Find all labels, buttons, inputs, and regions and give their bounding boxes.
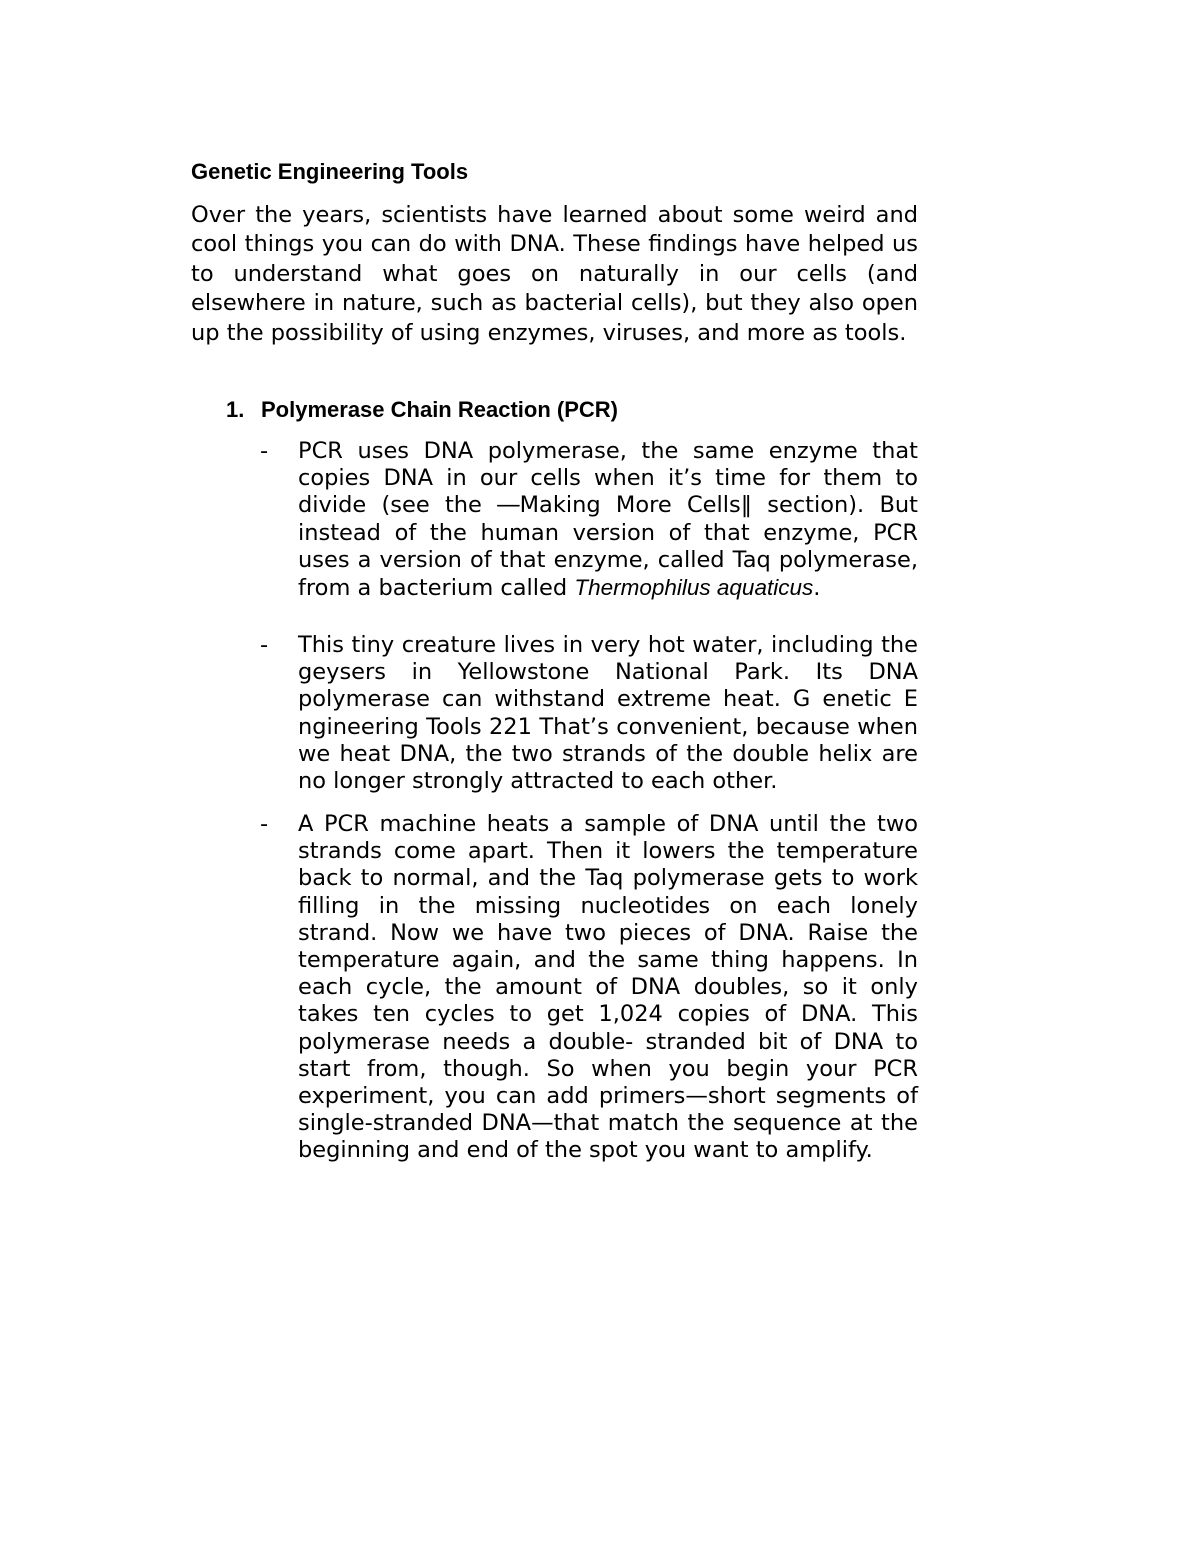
bullet-dash: -: [260, 438, 269, 464]
species-name: Thermophilus aquaticus: [574, 575, 814, 601]
list-item: [260, 438, 918, 602]
list-item-text: A PCR machine heats a sample of DNA until the two strands come apart. Then it lowers the temperature back to normal, and the Taq polymerase gets to work filling in the missing nucleotides on each lonely strand. Now we have two pieces of DNA. Raise the temperature again, and the same thing happens. In each cycle, the amount of DNA doubles, so it only takes ten cycles to get 1,024 copies of DNA. This polymerase needs a double- stranded bit of DNA to start from, though. So when you begin your PCR experiment, you can add primers—short segments of single-stranded DNA—that match the sequence at the beginning and end of the spot you want to amplify.: [298, 811, 918, 1164]
sentence-end: .: [813, 575, 821, 602]
list-item: [260, 811, 918, 1165]
list-item: [260, 632, 918, 795]
list-item-body: PCR uses DNA polymerase, the same enzyme that copies DNA in our cells when it’s time for them to divide (see the ―Making More Cells‖ section). But instead of the human version of that enzyme, PCR uses a version of that enzyme, called Taq polymerase, from a bacterium called: [298, 438, 918, 602]
intro-paragraph: Over the years, scientists have learned about some weird and cool things you can do with DNA. These findings have helped us to understand what goes on naturally in our cells (and elsewhere in nature, such as bacterial cells), but they also open up the possibility of using enzymes, viruses, and more as tools.: [191, 202, 918, 346]
bullet-dash: -: [260, 632, 269, 658]
section-title: Polymerase Chain Reaction (PCR): [261, 397, 618, 422]
section-number: 1.: [226, 397, 245, 422]
document-title: Genetic Engineering Tools: [191, 159, 469, 184]
section-heading: [226, 396, 618, 424]
list-item-text: This tiny creature lives in very hot water, including the geysers in Yellowstone National Park. Its DNA polymerase can withstand extreme heat. G enetic E ngineering Tools 221 That’s convenient, because when we heat DNA, the two strands of the double helix are no longer strongly attracted to each other.: [298, 632, 918, 795]
list-item-text: [298, 438, 918, 602]
bullet-dash: -: [260, 811, 269, 837]
